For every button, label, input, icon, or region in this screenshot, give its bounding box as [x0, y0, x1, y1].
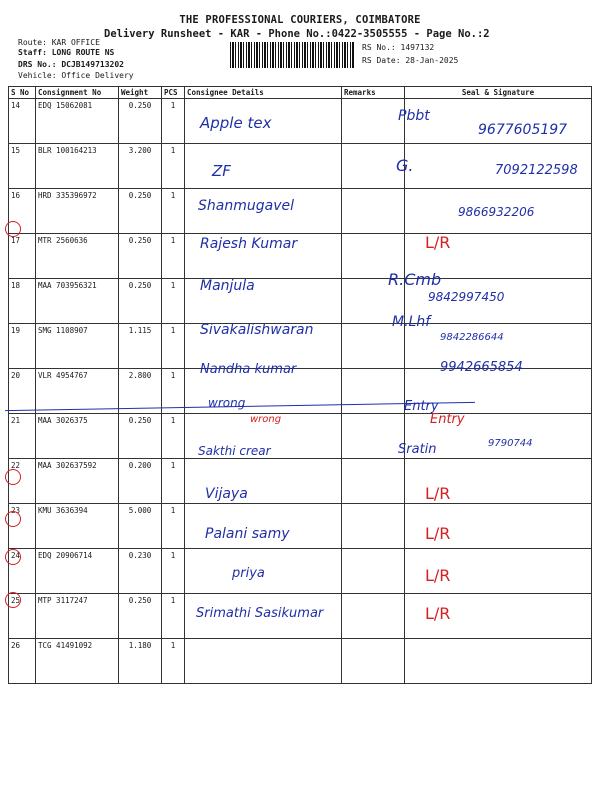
handwritten-name: Sivakalishwaran	[200, 322, 314, 338]
consignment-cell: TCG 41491092	[36, 639, 119, 684]
signature: M.Lhf	[392, 314, 431, 330]
weight-cell: 0.250	[119, 414, 162, 459]
sno-cell: 16	[9, 189, 36, 234]
consignment-cell: VLR 4954767	[36, 369, 119, 414]
handwritten-phone: 9866932206	[458, 205, 535, 219]
pcs-cell: 1	[162, 549, 185, 594]
pcs-cell: 1	[162, 279, 185, 324]
handwritten-entry: Entry	[404, 399, 439, 414]
handwritten-name: ZF	[212, 162, 231, 180]
pcs-cell: 1	[162, 414, 185, 459]
handwritten-phone: 9842997450	[428, 290, 505, 304]
handwritten-name: Sakthi crear	[198, 444, 271, 458]
pcs-cell: 1	[162, 324, 185, 369]
remarks-cell	[342, 369, 405, 414]
route-label: Route: KAR OFFICE	[18, 38, 100, 47]
handwritten-entry: Entry	[430, 412, 465, 427]
handwritten-phone: 9790744	[488, 438, 533, 449]
table-row	[9, 414, 592, 459]
pcs-cell: 1	[162, 504, 185, 549]
weight-cell: 1.180	[119, 639, 162, 684]
red-circle-mark	[5, 221, 21, 237]
handwritten-phone: 9677605197	[478, 122, 568, 138]
remarks-cell	[342, 414, 405, 459]
pcs-cell: 1	[162, 369, 185, 414]
consignment-cell: HRD 335396972	[36, 189, 119, 234]
handwritten-phone: 9942665854	[440, 360, 523, 375]
lr-mark: L/R	[425, 524, 451, 543]
table-row	[9, 459, 592, 504]
consignment-cell: MAA 302637592	[36, 459, 119, 504]
lr-mark: L/R	[425, 484, 451, 503]
weight-cell: 3.200	[119, 144, 162, 189]
col-remarks: Remarks	[342, 87, 405, 99]
signature: G.	[396, 156, 414, 175]
lr-mark: L/R	[425, 233, 451, 252]
sno-cell: 25	[9, 594, 36, 639]
handwritten-phone: 9842286644	[440, 332, 504, 343]
weight-cell: 0.250	[119, 279, 162, 324]
sno-cell: 18	[9, 279, 36, 324]
weight-cell: 0.230	[119, 549, 162, 594]
pcs-cell: 1	[162, 144, 185, 189]
handwritten-wrong: wrong	[250, 414, 282, 425]
col-sno: S No	[9, 87, 36, 99]
handwritten-name: Manjula	[200, 278, 255, 294]
lr-mark: L/R	[425, 604, 451, 623]
consignment-cell: MAA 3026375	[36, 414, 119, 459]
table-header-row	[9, 87, 592, 99]
signature: R.Cmb	[388, 270, 442, 289]
weight-cell: 0.200	[119, 459, 162, 504]
table-row	[9, 639, 592, 684]
pcs-cell: 1	[162, 234, 185, 279]
pcs-cell: 1	[162, 99, 185, 144]
remarks-cell	[342, 549, 405, 594]
remarks-cell	[342, 459, 405, 504]
signature: Pbbt	[398, 108, 430, 124]
handwritten-name: Apple tex	[200, 114, 272, 132]
table-row	[9, 549, 592, 594]
remarks-cell	[342, 639, 405, 684]
barcode	[230, 42, 355, 68]
red-circle-mark	[5, 469, 21, 485]
col-details: Consignee Details	[185, 87, 342, 99]
red-circle-mark	[5, 549, 21, 565]
col-consignment: Consignment No	[36, 87, 119, 99]
consignment-cell: SMG 1108907	[36, 324, 119, 369]
consignment-cell: EDQ 20906714	[36, 549, 119, 594]
consignment-cell: MAA 703956321	[36, 279, 119, 324]
weight-cell: 0.250	[119, 189, 162, 234]
consignment-cell: EDQ 15062081	[36, 99, 119, 144]
details-cell	[185, 144, 342, 189]
sno-cell: 23	[9, 504, 36, 549]
table-row	[9, 234, 592, 279]
col-seal: Seal & Signature	[405, 87, 592, 99]
weight-cell: 2.800	[119, 369, 162, 414]
rs-no-label: RS No.: 1497132	[362, 43, 435, 52]
handwritten-name: Rajesh Kumar	[200, 236, 298, 252]
table-row	[9, 504, 592, 549]
remarks-cell	[342, 99, 405, 144]
runsheet-title: Delivery Runsheet - KAR - Phone No.:0422-3505555 - Page No.:2	[104, 28, 490, 40]
consignment-cell: MTR 2560636	[36, 234, 119, 279]
handwritten-name: Palani samy	[205, 526, 290, 542]
remarks-cell	[342, 594, 405, 639]
sno-cell: 21	[9, 414, 36, 459]
pcs-cell: 1	[162, 459, 185, 504]
staff-label: Staff: LONG ROUTE NS	[18, 48, 115, 57]
sno-cell: 19	[9, 324, 36, 369]
handwritten-wrong: wrong	[208, 396, 246, 410]
handwritten-name: Srimathi Sasikumar	[196, 606, 324, 621]
handwritten-name: Shanmugavel	[198, 198, 294, 214]
remarks-cell	[342, 504, 405, 549]
consignment-cell: BLR 100164213	[36, 144, 119, 189]
pcs-cell: 1	[162, 639, 185, 684]
sno-cell: 24	[9, 549, 36, 594]
sno-cell: 14	[9, 99, 36, 144]
rs-date-label: RS Date: 28-Jan-2025	[362, 56, 459, 65]
handwritten-name: Nandha kumar	[200, 362, 297, 377]
sno-cell: 20	[9, 369, 36, 414]
remarks-cell	[342, 324, 405, 369]
red-circle-mark	[5, 511, 21, 527]
vehicle-label: Vehicle: Office Delivery	[18, 71, 134, 80]
sno-cell: 22	[9, 459, 36, 504]
handwritten-phone: 7092122598	[495, 163, 578, 178]
drs-label: DRS No.: DCJB149713202	[18, 60, 124, 69]
weight-cell: 0.250	[119, 234, 162, 279]
pcs-cell: 1	[162, 189, 185, 234]
weight-cell: 1.115	[119, 324, 162, 369]
sno-cell: 15	[9, 144, 36, 189]
sno-cell: 26	[9, 639, 36, 684]
red-circle-mark	[5, 592, 21, 608]
handwritten-name: priya	[232, 566, 265, 581]
lr-mark: L/R	[425, 566, 451, 585]
remarks-cell	[342, 189, 405, 234]
weight-cell: 0.250	[119, 594, 162, 639]
pcs-cell: 1	[162, 594, 185, 639]
consignment-cell: KMU 3636394	[36, 504, 119, 549]
weight-cell: 0.250	[119, 99, 162, 144]
col-weight: Weight	[119, 87, 162, 99]
handwritten-name: Vijaya	[205, 486, 248, 502]
seal-cell	[405, 639, 592, 684]
table-row	[9, 369, 592, 414]
details-cell	[185, 639, 342, 684]
sno-cell: 17	[9, 234, 36, 279]
company-name: THE PROFESSIONAL COURIERS, COIMBATORE	[179, 14, 421, 26]
consignment-cell: MTP 3117247	[36, 594, 119, 639]
weight-cell: 5.000	[119, 504, 162, 549]
col-pcs: PCS	[162, 87, 185, 99]
signature: Sratin	[398, 442, 437, 457]
